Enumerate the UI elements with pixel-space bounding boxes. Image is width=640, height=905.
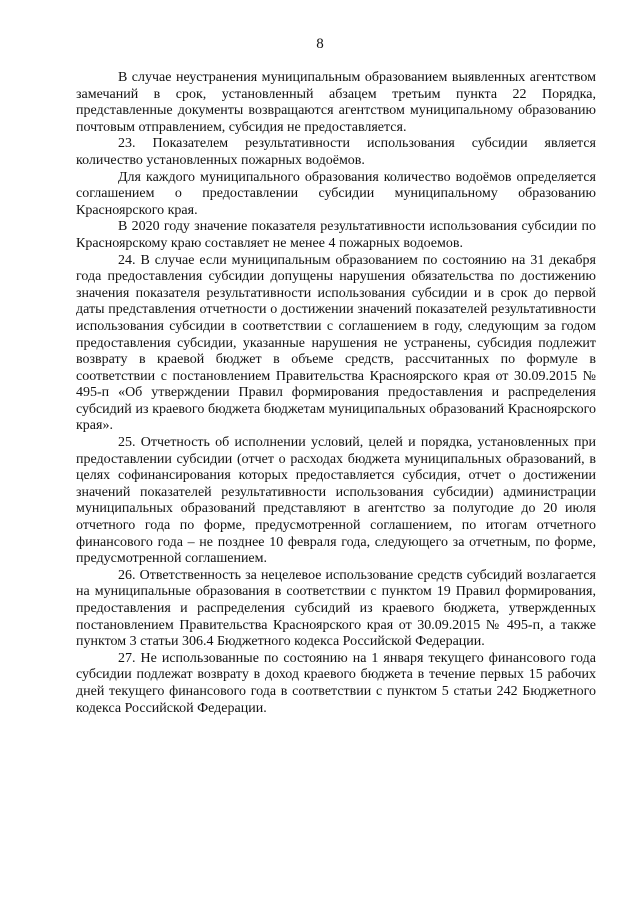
paragraph-26-responsibility: 26. Ответственность за нецелевое использование средств субсидий возлагается на муниципальные образования в соответствии с пунктом 19 Правил формирования, предоставления и распределения субсидий из краевого бюджета, утвержденных постановлением Правительства Красноярского края от 30.09.2015 № 495-п, а также пунктом 3 статьи 306.4 Бюджетного кодекса Российской Федерации.	[76, 567, 596, 650]
paragraph-25-reporting: 25. Отчетность об исполнении условий, целей и порядка, установленных при предоставлении субсидии (отчет о расходах бюджета муниципальных образований, в целях софинансирования которых предоставляется субсидия, отчет о достижении значений показателей результативности использования субсидии) администрации муниципальных образований представляют в агентство за полугодие до 20 июля отчетного года по форме, предусмотренной соглашением, по итогам отчетного финансового года – не позднее 10 февраля года, следующего за отчетным, по форме, предусмотренной соглашением.	[76, 435, 596, 567]
paragraph-2020-indicator-value: В 2020 году значение показателя результативности использования субсидии по Красноярскому краю составляет не менее 4 пожарных водоемов.	[76, 219, 596, 251]
paragraph-23-performance-indicator: 23. Показателем результативности использования субсидии является количество установленных пожарных водоёмов.	[76, 136, 596, 168]
paragraph-reservoir-count-agreement: Для каждого муниципального образования количество водоёмов определяется соглашением о предоставлении субсидии муниципальному образованию Красноярского края.	[76, 169, 596, 218]
paragraph-24-refund-conditions: 24. В случае если муниципальным образованием по состоянию на 31 декабря года предоставления субсидии допущены нарушения обязательства по достижению значения показателя результативности использования субсидии и в срок до первой даты представления отчетности о достижении значений показателей результативности использования субсидии в соответствии с соглашением в году, следующим за годом предоставления субсидии, указанные нарушения не устранены, субсидия подлежит возврату в краевой бюджет в объеме средств, рассчитанных по формуле в соответствии с постановлением Правительства Красноярского края от 30.09.2015 № 495-п «Об утверждении Правил формирования предоставления и распределения субсидий из краевого бюджета бюджетам муниципальных образований Красноярского края».	[76, 252, 596, 434]
paragraph-27-unused-subsidies: 27. Не использованные по состоянию на 1 января текущего финансового года субсидии подлежат возврату в доход краевого бюджета в течение первых 15 рабочих дней текущего финансового года в соответствии с пунктом 5 статьи 242 Бюджетного кодекса Российской Федерации.	[76, 650, 596, 716]
page-number: 8	[316, 36, 324, 52]
document-body	[76, 70, 596, 717]
paragraph-return-of-documents: В случае неустранения муниципальным образованием выявленных агентством замечаний в срок, установленный абзацем третьим пункта 22 Порядка, представленные документы возвращаются агентством муниципальному образованию почтовым отправлением, субсидия не предоставляется.	[76, 70, 596, 135]
